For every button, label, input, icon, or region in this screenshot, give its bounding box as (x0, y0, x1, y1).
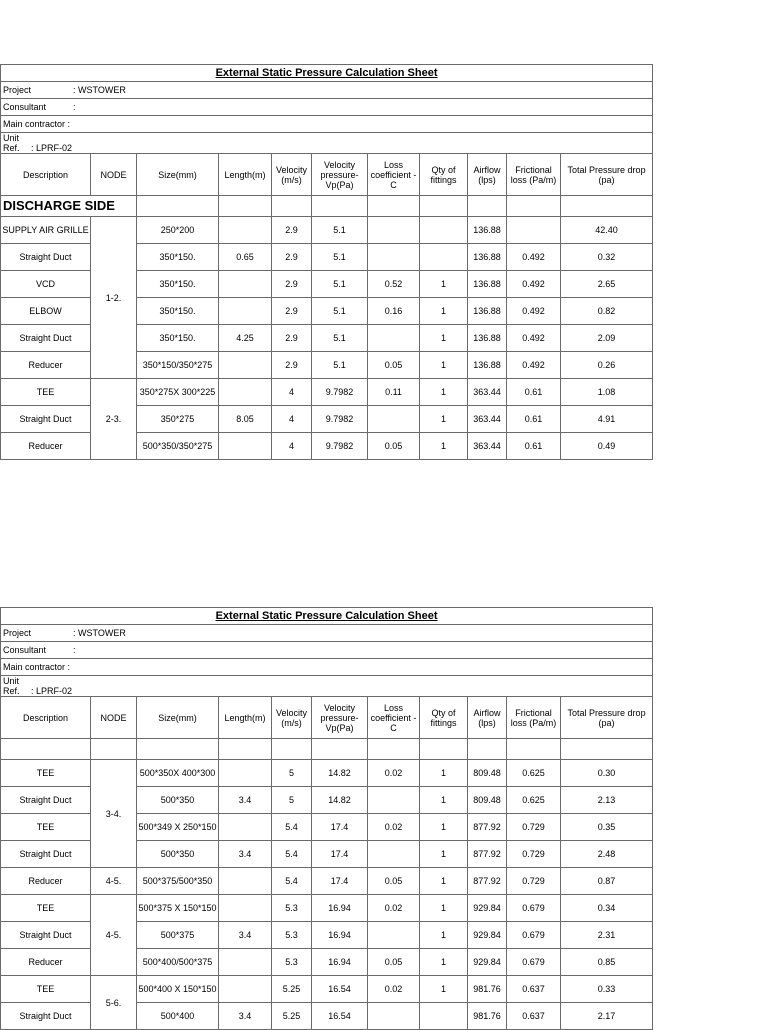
table-cell (420, 217, 468, 244)
table-cell: 2.65 (561, 271, 653, 298)
table-cell: 16.94 (312, 895, 368, 922)
table-cell: 0.729 (507, 814, 561, 841)
table-cell: TEE (1, 976, 91, 1003)
table-cell (420, 244, 468, 271)
table-cell: 0.679 (507, 949, 561, 976)
table-cell: 929.84 (468, 895, 507, 922)
table-row (1, 895, 653, 922)
col-header: NODE (91, 697, 137, 739)
table-cell: 2.48 (561, 841, 653, 868)
table-cell: 9.7982 (312, 433, 368, 460)
info-main-contractor (1, 116, 653, 133)
table-cell: 500*400/500*375 (137, 949, 219, 976)
table-cell: Reducer (1, 949, 91, 976)
table-cell: 0.16 (368, 298, 420, 325)
table-cell: 0.49 (561, 433, 653, 460)
table-cell: 0.05 (368, 352, 420, 379)
table-cell: 0.52 (368, 271, 420, 298)
table-cell: 0.34 (561, 895, 653, 922)
table-cell: 0.679 (507, 922, 561, 949)
table-cell: 0.05 (368, 433, 420, 460)
table-cell: 350*150. (137, 325, 219, 352)
table-cell: 1 (420, 814, 468, 841)
table-cell: 0.02 (368, 760, 420, 787)
table-cell (368, 325, 420, 352)
table-cell: Straight Duct (1, 325, 91, 352)
table-cell: 0.02 (368, 895, 420, 922)
info-value: : LPRF-02 (31, 686, 73, 696)
table-cell: 136.88 (468, 244, 507, 271)
table-cell: 877.92 (468, 814, 507, 841)
table-cell: Reducer (1, 352, 91, 379)
sheet1-body (1, 217, 653, 460)
table-cell: 350*150. (137, 271, 219, 298)
table-cell: 136.88 (468, 325, 507, 352)
table-cell: 0.729 (507, 868, 561, 895)
info-key: Main contractor : (3, 119, 71, 129)
table-cell: 0.679 (507, 895, 561, 922)
info-key: Consultant (3, 645, 47, 655)
calc-table (0, 64, 653, 460)
info-main-contractor (1, 659, 653, 676)
table-row (1, 976, 653, 1003)
table-cell: 0.61 (507, 433, 561, 460)
table-cell (420, 1003, 468, 1030)
table-cell: 16.54 (312, 1003, 368, 1030)
table-cell: 500*400 X 150*150 (137, 976, 219, 1003)
table-row (1, 379, 653, 406)
table-cell: 5 (272, 787, 312, 814)
sheet-title: External Static Pressure Calculation Sheet (1, 608, 653, 625)
table-cell: 1 (420, 760, 468, 787)
table-cell: Straight Duct (1, 841, 91, 868)
table-cell: Reducer (1, 868, 91, 895)
col-header: Loss coefficient -C (368, 154, 420, 196)
table-cell: 5.4 (272, 841, 312, 868)
table-cell: 500*350 (137, 841, 219, 868)
table-cell (368, 787, 420, 814)
table-cell (219, 895, 272, 922)
table-cell (368, 922, 420, 949)
table-cell: 14.82 (312, 787, 368, 814)
table-cell: 0.637 (507, 1003, 561, 1030)
col-header: Velocity (m/s) (272, 697, 312, 739)
table-cell: 5.4 (272, 814, 312, 841)
table-cell (368, 841, 420, 868)
table-cell: 14.82 (312, 760, 368, 787)
table-cell: 1 (420, 922, 468, 949)
table-row (1, 217, 653, 244)
node-cell: 2-3. (91, 379, 137, 460)
table-cell (219, 868, 272, 895)
table-cell: 16.54 (312, 976, 368, 1003)
table-cell: 0.33 (561, 976, 653, 1003)
table-cell: 5.1 (312, 244, 368, 271)
info-consultant (1, 642, 653, 659)
table-cell: 136.88 (468, 217, 507, 244)
col-header: Airflow (lps) (468, 154, 507, 196)
table-cell: 877.92 (468, 841, 507, 868)
table-cell: 1 (420, 787, 468, 814)
col-header: Velocity pressure-Vp(Pa) (312, 154, 368, 196)
info-project (1, 625, 653, 642)
table-cell: 5.1 (312, 271, 368, 298)
table-cell: 8.05 (219, 406, 272, 433)
section-row (1, 739, 653, 760)
table-cell: 0.61 (507, 379, 561, 406)
table-cell: 2.09 (561, 325, 653, 352)
table-cell: 3.4 (219, 922, 272, 949)
info-key: Consultant (3, 102, 47, 112)
table-cell: 1 (420, 379, 468, 406)
col-header: Size(mm) (137, 154, 219, 196)
calc-sheet-1 (0, 64, 652, 460)
table-cell: 2.13 (561, 787, 653, 814)
table-cell: Straight Duct (1, 922, 91, 949)
table-cell: 2.31 (561, 922, 653, 949)
col-header: Velocity (m/s) (272, 154, 312, 196)
table-cell: Straight Duct (1, 1003, 91, 1030)
table-cell: 981.76 (468, 1003, 507, 1030)
table-cell (507, 217, 561, 244)
table-cell: 5.4 (272, 868, 312, 895)
table-cell: 0.87 (561, 868, 653, 895)
info-key: Project (3, 85, 32, 95)
info-value: : WSTOWER (73, 628, 126, 638)
table-cell: 5.1 (312, 352, 368, 379)
table-cell: 16.94 (312, 949, 368, 976)
col-header: Length(m) (219, 697, 272, 739)
table-cell: 1 (420, 949, 468, 976)
table-cell: 5.1 (312, 217, 368, 244)
node-cell: 4-5. (91, 895, 137, 976)
table-cell: 4 (272, 406, 312, 433)
table-cell: 1 (420, 352, 468, 379)
col-header: Qty of fittings (420, 154, 468, 196)
table-cell: 500*350 (137, 787, 219, 814)
table-cell (219, 433, 272, 460)
col-header: Frictional loss (Pa/m) (507, 154, 561, 196)
table-cell: 5 (272, 760, 312, 787)
table-cell (219, 760, 272, 787)
table-cell (368, 217, 420, 244)
table-cell: 5.25 (272, 1003, 312, 1030)
header-row (1, 154, 653, 196)
table-row (1, 868, 653, 895)
node-cell: 1-2. (91, 217, 137, 379)
table-cell: 5.3 (272, 949, 312, 976)
table-cell: 2.9 (272, 298, 312, 325)
table-cell: 2.9 (272, 217, 312, 244)
table-cell: Straight Duct (1, 244, 91, 271)
table-cell: 3.4 (219, 841, 272, 868)
table-cell: 4.91 (561, 406, 653, 433)
table-cell: 500*400 (137, 1003, 219, 1030)
sheet-title: External Static Pressure Calculation Sheet (1, 65, 653, 82)
header-row (1, 697, 653, 739)
col-header: Airflow (lps) (468, 697, 507, 739)
table-cell: 500*349 X 250*150 (137, 814, 219, 841)
table-cell (219, 271, 272, 298)
table-cell (368, 244, 420, 271)
table-cell: 0.492 (507, 298, 561, 325)
table-cell: SUPPLY AIR GRILLE (1, 217, 91, 244)
table-cell: TEE (1, 814, 91, 841)
table-cell: 350*150. (137, 244, 219, 271)
table-cell: 500*350X 400*300 (137, 760, 219, 787)
col-header: Description (1, 154, 91, 196)
table-cell: 809.48 (468, 760, 507, 787)
table-cell: 0.637 (507, 976, 561, 1003)
table-cell: 363.44 (468, 406, 507, 433)
sheet2-body (1, 760, 653, 1030)
table-cell: 2.9 (272, 325, 312, 352)
table-cell: 981.76 (468, 976, 507, 1003)
table-cell: 5.3 (272, 895, 312, 922)
table-cell: VCD (1, 271, 91, 298)
table-cell: 1 (420, 298, 468, 325)
table-cell: TEE (1, 895, 91, 922)
table-cell: 2.9 (272, 271, 312, 298)
table-cell: 2.9 (272, 352, 312, 379)
table-cell: 1 (420, 868, 468, 895)
table-cell: 4.25 (219, 325, 272, 352)
table-cell: 136.88 (468, 352, 507, 379)
calc-sheet-2 (0, 607, 652, 1030)
table-cell: 9.7982 (312, 406, 368, 433)
table-cell: 0.492 (507, 244, 561, 271)
table-cell (219, 379, 272, 406)
col-header: Total Pressure drop (pa) (561, 697, 653, 739)
table-cell: ELBOW (1, 298, 91, 325)
table-cell: 0.11 (368, 379, 420, 406)
table-cell: 0.492 (507, 352, 561, 379)
col-header: Qty of fittings (420, 697, 468, 739)
table-cell: 5.25 (272, 976, 312, 1003)
info-key: Project (3, 628, 32, 638)
info-key: Unit Ref. (3, 133, 20, 153)
table-cell: 136.88 (468, 271, 507, 298)
table-cell (219, 298, 272, 325)
table-cell: 2.9 (272, 244, 312, 271)
table-cell: 42.40 (561, 217, 653, 244)
table-cell: 0.82 (561, 298, 653, 325)
table-cell: 0.625 (507, 787, 561, 814)
table-cell: Reducer (1, 433, 91, 460)
table-cell: 500*375/500*350 (137, 868, 219, 895)
table-cell (219, 352, 272, 379)
table-cell: 1 (420, 271, 468, 298)
col-header: Loss coefficient -C (368, 697, 420, 739)
calc-table (0, 607, 653, 1030)
table-cell: 1 (420, 325, 468, 352)
table-cell: 0.729 (507, 841, 561, 868)
info-unit-ref (1, 676, 653, 697)
table-cell: 500*350/350*275 (137, 433, 219, 460)
col-header: Size(mm) (137, 697, 219, 739)
table-cell: 17.4 (312, 868, 368, 895)
section-row (1, 196, 653, 217)
table-cell: 5.3 (272, 922, 312, 949)
table-cell: 1 (420, 895, 468, 922)
table-cell: 0.61 (507, 406, 561, 433)
col-header: Frictional loss (Pa/m) (507, 697, 561, 739)
table-cell: 2.17 (561, 1003, 653, 1030)
table-cell: 363.44 (468, 379, 507, 406)
info-consultant (1, 99, 653, 116)
table-cell: 0.35 (561, 814, 653, 841)
table-cell: 4 (272, 433, 312, 460)
table-cell: 0.492 (507, 271, 561, 298)
table-cell: 1 (420, 976, 468, 1003)
table-cell: 1 (420, 433, 468, 460)
table-cell: 350*150. (137, 298, 219, 325)
table-cell: 9.7982 (312, 379, 368, 406)
table-cell: 929.84 (468, 949, 507, 976)
table-cell: 5.1 (312, 325, 368, 352)
table-cell: 17.4 (312, 841, 368, 868)
node-cell: 3-4. (91, 760, 137, 868)
table-cell: 16.94 (312, 922, 368, 949)
table-cell: 1 (420, 841, 468, 868)
table-cell: 1 (420, 406, 468, 433)
table-cell: 929.84 (468, 922, 507, 949)
info-key: Main contractor : (3, 662, 71, 672)
table-row (1, 760, 653, 787)
node-cell: 5-6. (91, 976, 137, 1030)
table-cell: 0.05 (368, 868, 420, 895)
table-cell: 250*200 (137, 217, 219, 244)
col-header: Description (1, 697, 91, 739)
table-cell: 4 (272, 379, 312, 406)
table-cell (219, 814, 272, 841)
table-cell: 350*150/350*275 (137, 352, 219, 379)
info-key: Unit Ref. (3, 676, 20, 696)
info-value: : (73, 645, 76, 655)
table-cell: 3.4 (219, 787, 272, 814)
table-cell: 3.4 (219, 1003, 272, 1030)
node-cell: 4-5. (91, 868, 137, 895)
col-header: NODE (91, 154, 137, 196)
table-cell (219, 949, 272, 976)
table-cell: 0.02 (368, 976, 420, 1003)
table-cell (219, 217, 272, 244)
table-cell: TEE (1, 379, 91, 406)
col-header: Length(m) (219, 154, 272, 196)
table-cell: 0.492 (507, 325, 561, 352)
table-cell: 350*275 (137, 406, 219, 433)
table-cell: 500*375 X 150*150 (137, 895, 219, 922)
info-unit-ref (1, 133, 653, 154)
table-cell: 5.1 (312, 298, 368, 325)
table-cell: 1.08 (561, 379, 653, 406)
col-header: Velocity pressure-Vp(Pa) (312, 697, 368, 739)
table-cell: 500*375 (137, 922, 219, 949)
info-value: : (73, 102, 76, 112)
table-cell: 0.85 (561, 949, 653, 976)
table-cell: 0.32 (561, 244, 653, 271)
table-cell: 0.625 (507, 760, 561, 787)
table-cell: Straight Duct (1, 406, 91, 433)
table-cell: Straight Duct (1, 787, 91, 814)
table-cell: 136.88 (468, 298, 507, 325)
table-cell: 0.02 (368, 814, 420, 841)
table-cell: 0.30 (561, 760, 653, 787)
col-header: Total Pressure drop (pa) (561, 154, 653, 196)
table-cell: 350*275X 300*225 (137, 379, 219, 406)
table-cell (219, 976, 272, 1003)
table-cell: 17.4 (312, 814, 368, 841)
section-label: DISCHARGE SIDE (1, 196, 137, 217)
info-value: : LPRF-02 (31, 143, 73, 153)
info-project (1, 82, 653, 99)
table-cell: 809.48 (468, 787, 507, 814)
table-cell: 0.05 (368, 949, 420, 976)
table-cell: 877.92 (468, 868, 507, 895)
table-cell: TEE (1, 760, 91, 787)
table-cell (368, 1003, 420, 1030)
table-cell: 363.44 (468, 433, 507, 460)
table-cell: 0.26 (561, 352, 653, 379)
table-cell: 0.65 (219, 244, 272, 271)
info-value: : WSTOWER (73, 85, 126, 95)
table-cell (368, 406, 420, 433)
